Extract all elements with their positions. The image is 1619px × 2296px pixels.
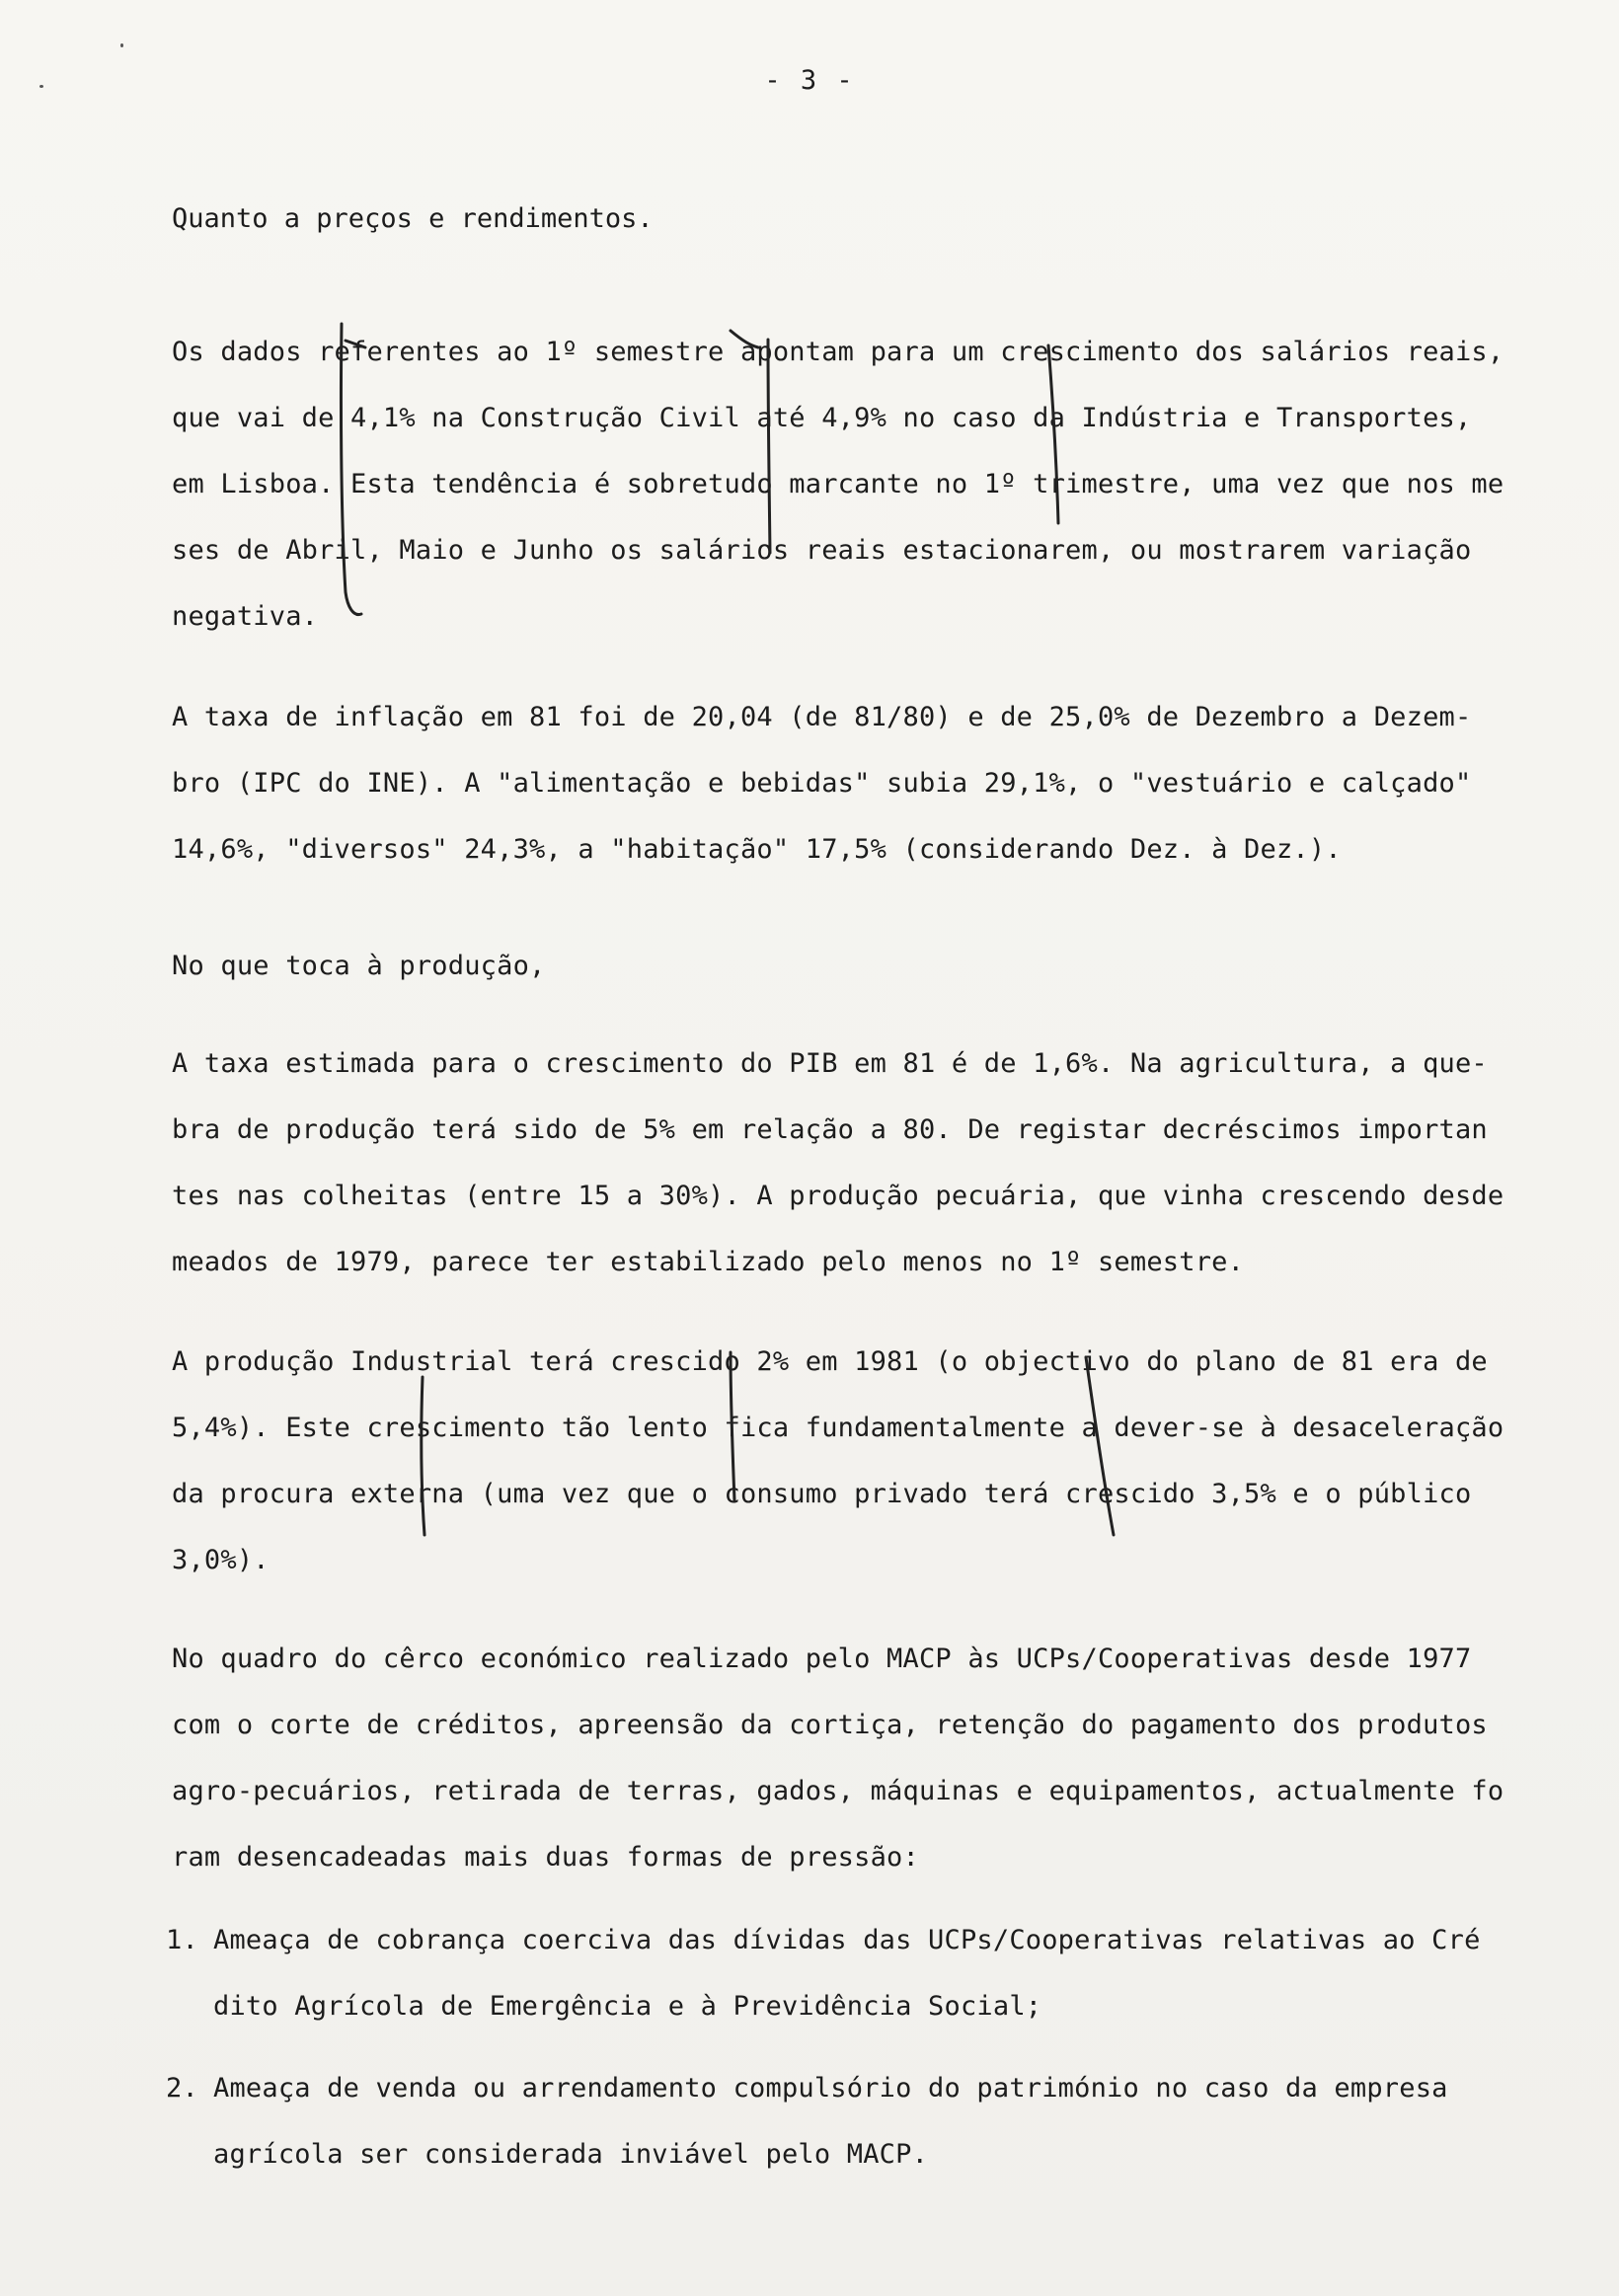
paragraph-economic-siege bbox=[172, 1626, 1534, 1890]
paper-speck bbox=[120, 43, 123, 47]
text-line: ram desencadeadas mais duas formas de pressão: bbox=[172, 1842, 919, 1873]
text-line: Ameaça de cobrança coerciva das dívidas das UCPs/Cooperativas relativas ao Cré bbox=[213, 1925, 1481, 1955]
paragraph-industry bbox=[172, 1329, 1534, 1593]
section-heading: Quanto a preços e rendimentos. bbox=[172, 203, 654, 234]
text-line: bra de produção terá sido de 5% em relação a 80. De registar decréscimos importan bbox=[172, 1114, 1488, 1145]
list-item bbox=[166, 2055, 1528, 2187]
text-line: 14,6%, "diversos" 24,3%, a "habitação" 17,5% (considerando Dez. à Dez.). bbox=[172, 834, 1342, 865]
text-line: A produção Industrial terá crescido 2% em 1981 (o objectivo do plano de 81 era de bbox=[172, 1346, 1488, 1377]
text-line: A taxa estimada para o crescimento do PIB em 81 é de 1,6%. Na agricultura, a que- bbox=[172, 1048, 1488, 1079]
text-line: 5,4%). Este crescimento tão lento fica fundamentalmente a dever-se à desaceleração bbox=[172, 1413, 1504, 1443]
text-line: ses de Abril, Maio e Junho os salários reais estacionarem, ou mostrarem variação bbox=[172, 535, 1472, 566]
list-item bbox=[166, 1907, 1528, 2039]
text-line: Os dados referentes ao 1º semestre apontam para um crescimento dos salários reais, bbox=[172, 337, 1504, 367]
text-line: A taxa de inflação em 81 foi de 20,04 (de 81/80) e de 25,0% de Dezembro a Dezem- bbox=[172, 702, 1472, 732]
text-line: No quadro do cêrco económico realizado pelo MACP às UCPs/Cooperativas desde 1977 bbox=[172, 1644, 1472, 1674]
text-line: No que toca à produção, bbox=[172, 951, 546, 981]
pressure-list bbox=[166, 1907, 1528, 2187]
list-number: 2. bbox=[166, 2073, 198, 2104]
text-line: Ameaça de venda ou arrendamento compulsório do património no caso da empresa bbox=[213, 2073, 1448, 2104]
text-line: com o corte de créditos, apreensão da cortiça, retenção do pagamento dos produtos bbox=[172, 1710, 1488, 1740]
text-line: negativa. bbox=[172, 601, 319, 632]
text-line: em Lisboa. Esta tendência é sobretudo marcante no 1º trimestre, uma vez que nos me bbox=[172, 469, 1504, 499]
paragraph-gdp bbox=[172, 1031, 1534, 1295]
paragraph-production-intro bbox=[172, 933, 1534, 999]
page-number: - 3 - bbox=[764, 65, 855, 96]
paragraph-salaries bbox=[172, 319, 1534, 650]
list-number: 1. bbox=[166, 1925, 198, 1955]
text-line: 3,0%). bbox=[172, 1545, 270, 1575]
text-line: da procura externa (uma vez que o consumo privado terá crescido 3,5% e o público bbox=[172, 1479, 1472, 1509]
text-line: agro-pecuários, retirada de terras, gados, máquinas e equipamentos, actualmente fo bbox=[172, 1776, 1504, 1806]
text-line: bro (IPC do INE). A "alimentação e bebidas" subia 29,1%, o "vestuário e calçado" bbox=[172, 768, 1472, 799]
text-line: dito Agrícola de Emergência e à Previdência Social; bbox=[213, 1991, 1042, 2022]
text-line: agrícola ser considerada inviável pelo MACP. bbox=[213, 2139, 929, 2170]
text-line: meados de 1979, parece ter estabilizado pelo menos no 1º semestre. bbox=[172, 1247, 1245, 1277]
paragraph-inflation bbox=[172, 684, 1534, 882]
paper-speck bbox=[39, 85, 43, 88]
text-line: tes nas colheitas (entre 15 a 30%). A produção pecuária, que vinha crescendo desde bbox=[172, 1181, 1504, 1211]
text-line: que vai de 4,1% na Construção Civil até 4,9% no caso da Indústria e Transportes, bbox=[172, 403, 1472, 433]
